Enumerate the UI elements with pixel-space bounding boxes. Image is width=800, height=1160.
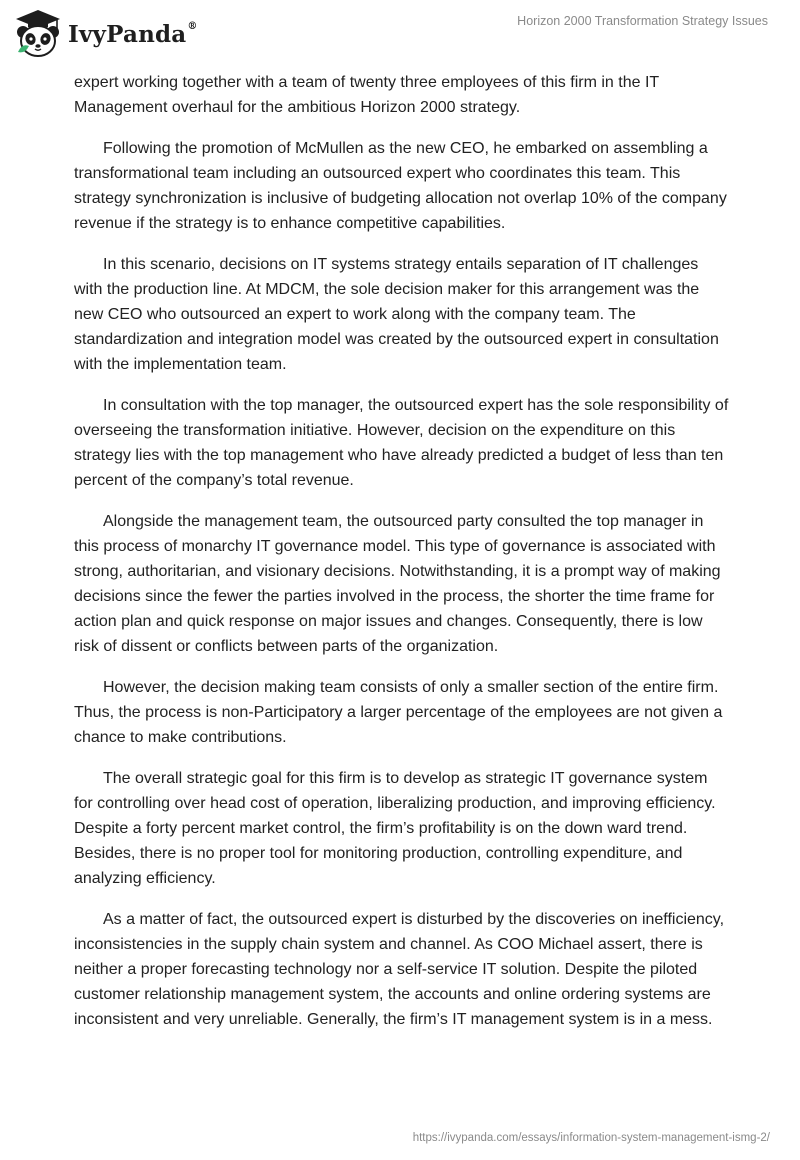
source-url[interactable]: https://ivypanda.com/essays/information-system-management-ismg-2/ [412,1132,770,1144]
document-title: Horizon 2000 Transformation Strategy Issues [517,14,768,28]
paragraph-7: The overall strategic goal for this firm is to develop as strategic IT governance system for controlling over head cost of operation, liberalizing production, and improving efficiency. Despite a forty percent market control, the firm’s profitability is on the down ward trend. Besides, there is no proper tool for monitoring production, controlling expenditure, and analyzing efficiency. [74,770,716,887]
paragraph-1: expert working together with a team of twenty three employees of this firm in the IT Management overhaul for the ambitious Horizon 2000 strategy. [74,74,659,116]
paragraph-2: Following the promotion of McMullen as the new CEO, he embarked on assembling a transformational team including an outsourced expert who coordinates this team. This strategy synchronization is inclusive of budgeting allocation not overlap 10% of the company revenue if the strategy is to enhance competitive capabilities. [74,140,727,232]
essay-body [74,70,730,1048]
paragraph-6: However, the decision making team consists of only a smaller section of the entire firm. Thus, the process is non-Participatory a larger percentage of the employees are not given a chance to make contributions. [74,679,723,746]
registered-mark: ® [187,20,198,32]
panda-graduate-icon [14,8,62,58]
paragraph-4: In consultation with the top manager, the outsourced expert has the sole responsibility of overseeing the transformation initiative. However, decision on the expenditure on this strategy lies with the top management who have already predicted a budget of less than ten percent of the company’s total revenue. [74,397,729,489]
page-header [0,0,800,70]
paragraph-3: In this scenario, decisions on IT systems strategy entails separation of IT challenges with the production line. At MDCM, the sole decision maker for this arrangement was the new CEO who outsourced an expert to work along with the company team. The standardization and integration model was created by the outsourced expert in consultation with the implementation team. [74,256,719,373]
paragraph-8: As a matter of fact, the outsourced expert is disturbed by the discoveries on inefficiency, inconsistencies in the supply chain system and channel. As COO Michael assert, there is neither a proper forecasting technology nor a self-service IT solution. Despite the piloted customer relationship management system, the accounts and online ordering systems are inconsistent and very unreliable. Generally, the firm’s IT management system is in a mess. [74,911,725,1028]
paragraph-5: Alongside the management team, the outsourced party consulted the top manager in this process of monarchy IT governance model. This type of governance is associated with strong, authoritarian, and visionary decisions. Notwithstanding, it is a prompt way of making decisions since the fewer the parties involved in the process, the shorter the time frame for action plan and quick response on major issues and changes. Consequently, there is low risk of dissent or conflicts between parts of the organization. [74,513,721,655]
brand-logo[interactable] [14,8,198,58]
brand-name: IvyPanda® [68,20,198,48]
